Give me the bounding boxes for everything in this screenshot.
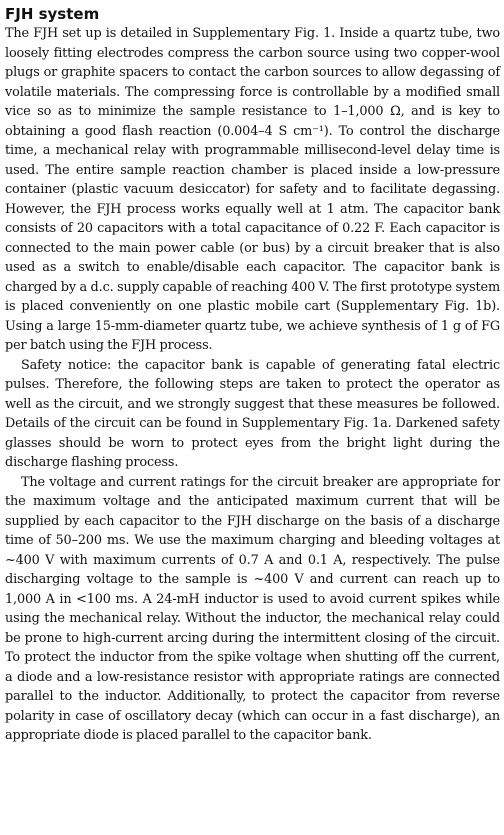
paragraph-safety-notice: Safety notice: the capacitor bank is capable of generating fatal electric pulses. Therefore, the following steps are taken to protect the operator as well as the circuit, and we strongly suggest that these measures be followed. Details of the circuit can be found in Supplementary Fig. 1a. Darkened safety glasses should be worn to protect eyes from the bright light during the discharge flashing process. [5,357,500,470]
paragraph-setup: The FJH set up is detailed in Supplementary Fig. 1. Inside a quartz tube, two loosely fitting electrodes compress the carbon source using two copper-wool plugs or graphite spacers to contact the carbon sources to allow degassing of volatile materials. The compressing force is controllable by a modified small vice so as to minimize the sample resistance to 1–1,000 Ω, and is key to obtaining a good flash reaction (0.004–4 S cm⁻¹). To control the discharge time, a mechanical relay with programmable millisecond-level delay time is used. The entire sample reaction chamber is placed inside a low-pressure container (plastic vacuum desiccator) for safety and to facilitate degassing. However, the FJH process works equally well at 1 atm. The capacitor bank consists of 20 capacitors with a total capacitance of 0.22 F. Each capacitor is connected to the main power cable (or bus) by a circuit breaker that is also used as a switch to enable/disable each capacitor. The capacitor bank is charged by a d.c. supply capable of reaching 400 V. The first prototype system is placed conveniently on one plastic mobile cart (Supplementary Fig. 1b). Using a large 15-mm-diameter quartz tube, we achieve synthesis of 1 g of FG per batch using the FJH process. [5,26,500,353]
section-heading: FJH system [5,5,100,23]
paragraph-ratings: The voltage and current ratings for the circuit breaker are appropriate for the maximum voltage and the anticipated maximum current that will be supplied by each capacitor to the FJH discharge on the basis of a discharge time of 50–200 ms. We use the maximum charging and bleeding voltages at ~400 V with maximum currents of 0.7 A and 0.1 A, respectively. The pulse discharging voltage to the sample is ~400 V and current can reach up to 1,000 A in <100 ms. A 24-mH inductor is used to avoid current spikes while using the mechanical relay. Without the inductor, the mechanical relay could be prone to high-current arcing during the intermittent closing of the circuit. To protect the inductor from the spike voltage when shutting off the current, a diode and a low-resistance resistor with appropriate ratings are connected parallel to the inductor. Additionally, to protect the capacitor from reverse polarity in case of oscillatory decay (which can occur in a fast discharge), an appropriate diode is placed parallel to the capacitor bank. [5,474,500,743]
